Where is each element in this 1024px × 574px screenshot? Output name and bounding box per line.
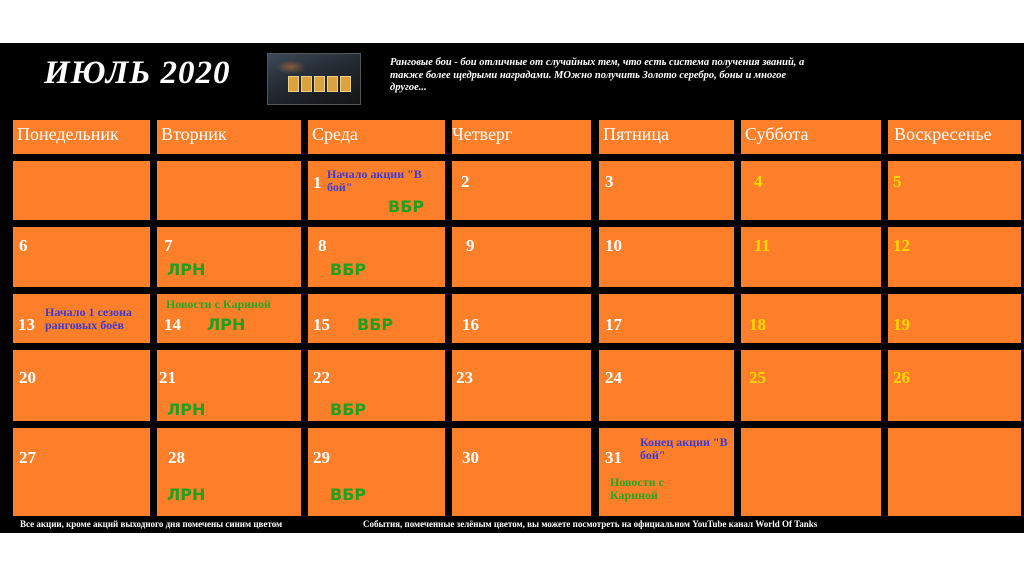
calendar-day-4: [741, 161, 881, 220]
day-number: 6: [19, 236, 28, 255]
calendar-day-5: [888, 161, 1021, 220]
calendar-cell-empty: [13, 161, 150, 220]
youtube-event-tag: ЛРН: [167, 400, 206, 419]
ranked-season-start-event: Начало 1 сезона ранговых боёв: [45, 305, 132, 332]
youtube-event-tag: ВБР: [388, 197, 425, 216]
weekday-monday: Понедельник: [13, 120, 150, 154]
calendar-day-24: [599, 350, 734, 421]
footer-note-promo-colors: Все акции, кроме акций выходного дня помечены синим цветом: [20, 519, 283, 529]
day-number: 28: [168, 448, 185, 467]
day-number: 8: [318, 236, 327, 255]
day-number: 29: [313, 448, 330, 467]
day-number: 1: [313, 173, 322, 192]
weekday-sunday: Воскресенье: [888, 120, 1021, 154]
promo-start-event: Начало акции "В бой": [327, 167, 422, 194]
day-number: 10: [605, 236, 622, 255]
day-number: 7: [164, 236, 173, 255]
calendar-day-19: [888, 294, 1021, 343]
calendar-day-10: [599, 227, 734, 287]
day-number: 30: [462, 448, 479, 467]
weekday-friday: Пятница: [599, 120, 734, 154]
calendar-day-25: [741, 350, 881, 421]
day-number: 4: [754, 172, 763, 191]
weekday-saturday: Суббота: [741, 120, 881, 154]
day-number: 14: [164, 315, 181, 334]
day-number: 20: [19, 368, 36, 387]
calendar-day-7: [157, 227, 301, 287]
calendar-cell-empty: [741, 428, 881, 516]
calendar-day-31: [599, 428, 734, 516]
calendar-cell-empty: [157, 161, 301, 220]
day-number: 19: [893, 315, 910, 334]
calendar-day-26: [888, 350, 1021, 421]
calendar-day-9: [452, 227, 591, 287]
day-number: 26: [893, 368, 910, 387]
calendar-title: ИЮЛЬ 2020: [44, 55, 231, 91]
ranked-battles-description: Ранговые бои - бои отличные от случайных тем, что есть система получения званий, а также более щедрыми наградами. МОжно получить Золото серебро, боны и многое другое...: [390, 57, 805, 93]
ranked-battles-screenshot-icon: [267, 53, 361, 105]
day-number: 21: [159, 368, 176, 387]
calendar-day-28: [157, 428, 301, 516]
calendar-day-29: [308, 428, 445, 516]
calendar-day-17: [599, 294, 734, 343]
day-number: 12: [893, 236, 910, 255]
calendar-day-3: [599, 161, 734, 220]
day-number: 17: [605, 315, 622, 334]
day-number: 15: [313, 315, 330, 334]
youtube-event-tag: ВБР: [330, 260, 367, 279]
calendar-day-30: [452, 428, 591, 516]
calendar-day-2: [452, 161, 591, 220]
calendar-day-16: [452, 294, 591, 343]
footer-note-youtube-colors: События, помеченные зелёным цветом, вы можете посмотреть на официальном YouTube канал World Of Tanks: [363, 519, 818, 529]
calendar-cell-empty: [888, 428, 1021, 516]
day-number: 13: [18, 315, 35, 334]
weekday-thursday: Четверг: [452, 120, 591, 154]
day-number: 2: [461, 172, 470, 191]
day-number: 22: [313, 368, 330, 387]
calendar-day-22: [308, 350, 445, 421]
day-number: 16: [462, 315, 479, 334]
day-number: 31: [605, 448, 622, 467]
day-number: 5: [893, 172, 902, 191]
day-number: 11: [754, 236, 771, 255]
calendar-day-20: [13, 350, 150, 421]
calendar-day-27: [13, 428, 150, 516]
calendar-day-23: [452, 350, 591, 421]
calendar-day-14: [157, 294, 301, 343]
day-number: 18: [749, 315, 766, 334]
youtube-event-tag: ЛРН: [207, 315, 246, 334]
calendar-day-15: [308, 294, 445, 343]
day-number: 24: [605, 368, 622, 387]
day-number: 9: [466, 236, 475, 255]
promo-end-event: Конец акции "В бой": [640, 435, 728, 462]
calendar-day-18: [741, 294, 881, 343]
youtube-event-tag: ЛРН: [167, 485, 206, 504]
karina-news-event: Новости с Кариной: [610, 475, 664, 502]
youtube-event-tag: ВБР: [330, 485, 367, 504]
day-number: 27: [19, 448, 36, 467]
day-number: 3: [605, 172, 614, 191]
calendar-day-1: [308, 161, 445, 220]
weekday-wednesday: Среда: [308, 120, 445, 154]
day-number: 23: [456, 368, 473, 387]
youtube-event-tag: ВБР: [330, 400, 367, 419]
calendar-day-21: [157, 350, 301, 421]
day-number: 25: [749, 368, 766, 387]
youtube-event-tag: ЛРН: [167, 260, 206, 279]
youtube-event-tag: ВБР: [357, 315, 394, 334]
weekday-tuesday: Вторник: [157, 120, 301, 154]
calendar-day-11: [741, 227, 881, 287]
calendar-day-8: [308, 227, 445, 287]
calendar-board: [0, 43, 1024, 533]
calendar-day-13: [13, 294, 150, 343]
calendar-day-12: [888, 227, 1021, 287]
karina-news-event: Новости с Кариной: [166, 297, 271, 311]
calendar-day-6: [13, 227, 150, 287]
